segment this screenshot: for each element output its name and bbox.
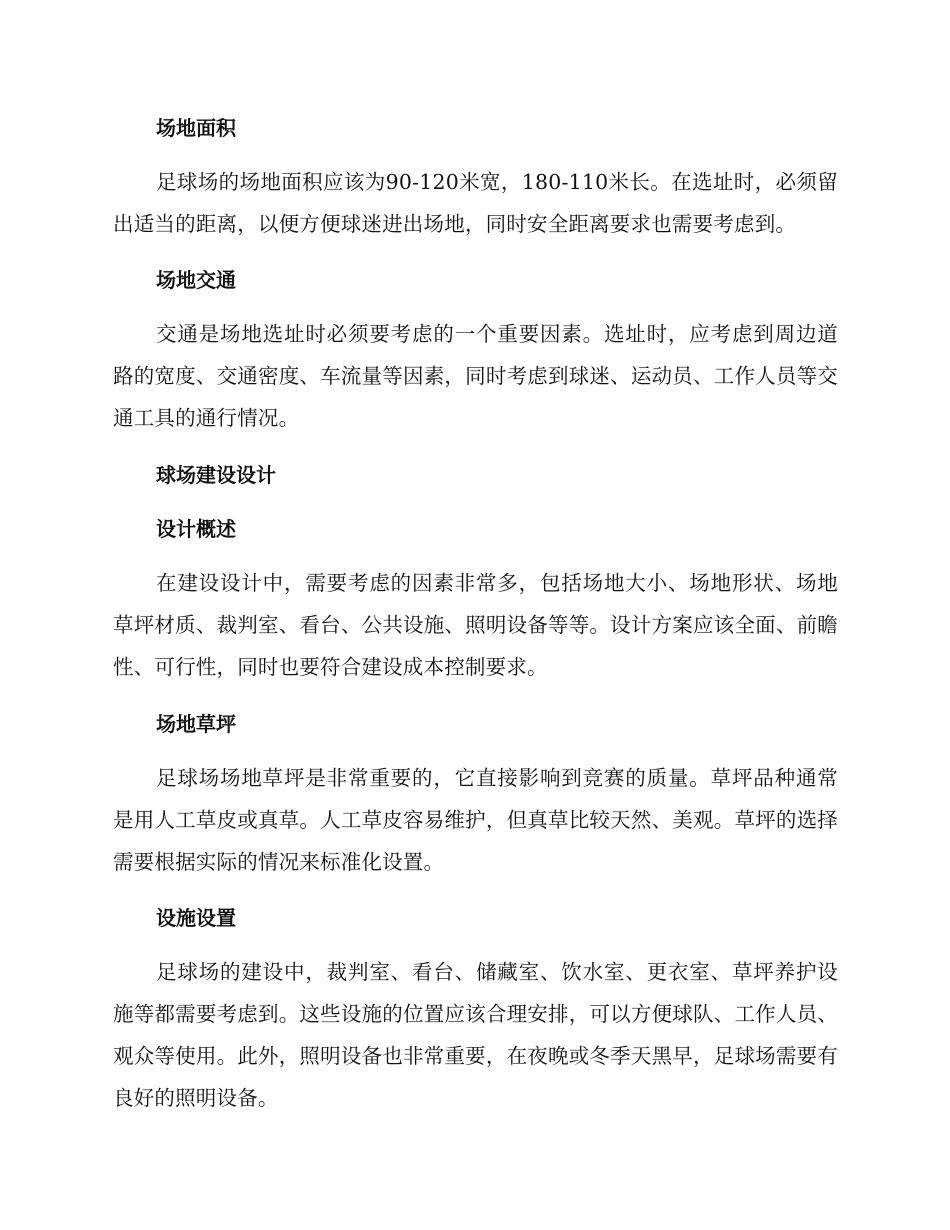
section-paragraph-site-traffic: 交通是场地选址时必须要考虑的一个重要因素。选址时，应考虑到周边道路的宽度、交通密度、车流量等因素，同时考虑到球迷、运动员、工作人员等交通工具的通行情况。 bbox=[113, 322, 838, 430]
section-heading-design-overview: 设计概述 bbox=[156, 517, 236, 541]
section-heading-stadium-design: 球场建设设计 bbox=[156, 463, 276, 487]
section-heading-turf: 场地草坪 bbox=[156, 712, 236, 736]
section-paragraph-design-overview: 在建设设计中，需要考虑的因素非常多，包括场地大小、场地形状、场地草坪材质、裁判室、看台、公共设施、照明设备等等。设计方案应该全面、前瞻性、可行性，同时也要符合建设成本控制要求。 bbox=[113, 571, 838, 679]
section-heading-site-traffic: 场地交通 bbox=[156, 268, 236, 292]
section-paragraph-turf: 足球场场地草坪是非常重要的，它直接影响到竞赛的质量。草坪品种通常是用人工草皮或真草。人工草皮容易维护，但真草比较天然、美观。草坪的选择需要根据实际的情况来标准化设置。 bbox=[113, 766, 838, 874]
section-paragraph-facilities: 足球场的建设中，裁判室、看台、储藏室、饮水室、更衣室、草坪养护设施等都需要考虑到。这些设施的位置应该合理安排，可以方便球队、工作人员、观众等使用。此外，照明设备也非常重要，在夜晚或冬季天黑早，足球场需要有良好的照明设备。 bbox=[113, 960, 838, 1110]
section-paragraph-site-area: 足球场的场地面积应该为90-120米宽，180-110米长。在选址时，必须留出适当的距离，以便方便球迷进出场地，同时安全距离要求也需要考虑到。 bbox=[113, 170, 838, 236]
section-heading-site-area: 场地面积 bbox=[156, 116, 236, 140]
section-heading-facilities: 设施设置 bbox=[156, 906, 236, 930]
